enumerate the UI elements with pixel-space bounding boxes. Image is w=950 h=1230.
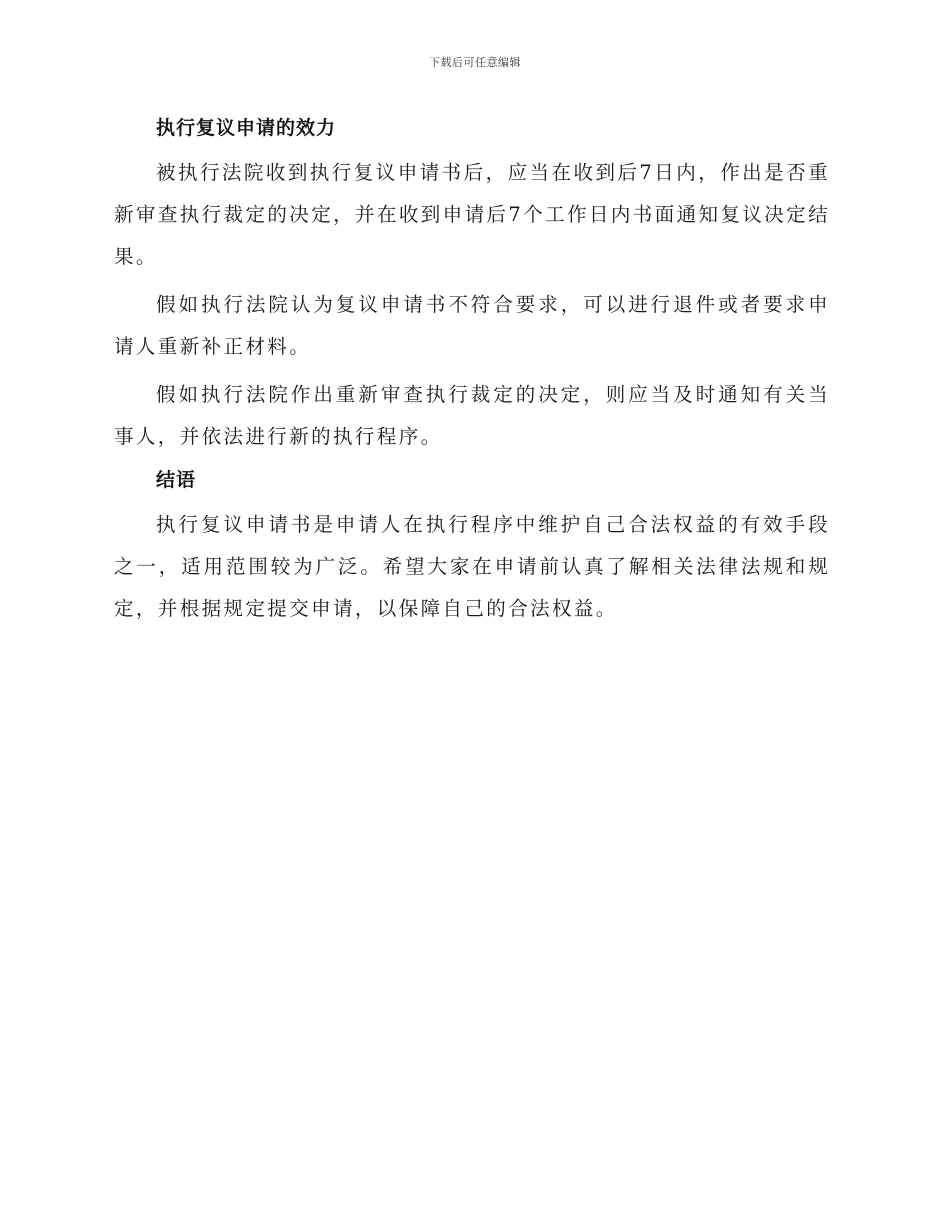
paragraph: 被执行法院收到执行复议申请书后，应当在收到后7日内，作出是否重新审查执行裁定的决定，并在收到申请后7个工作日内书面通知复议决定结果。: [114, 161, 830, 268]
section-conclusion: [114, 464, 830, 630]
section-effect: [114, 112, 830, 458]
paragraph: 假如执行法院作出重新审查执行裁定的决定，则应当及时通知有关当事人，并依法进行新的执行程序。: [114, 383, 830, 448]
paragraph: 执行复议申请书是申请人在执行程序中维护自己合法权益的有效手段之一，适用范围较为广泛。希望大家在申请前认真了解相关法律法规和规定，并根据规定提交申请，以保障自己的合法权益。: [114, 513, 830, 620]
section-heading: 执行复议申请的效力: [156, 117, 337, 139]
paragraph: 假如执行法院认为复议申请书不符合要求，可以进行退件或者要求申请人重新补正材料。: [114, 293, 830, 358]
document-body: [114, 112, 830, 636]
section-heading: 结语: [156, 469, 197, 491]
page-header-note: 下载后可任意编辑: [429, 56, 521, 69]
